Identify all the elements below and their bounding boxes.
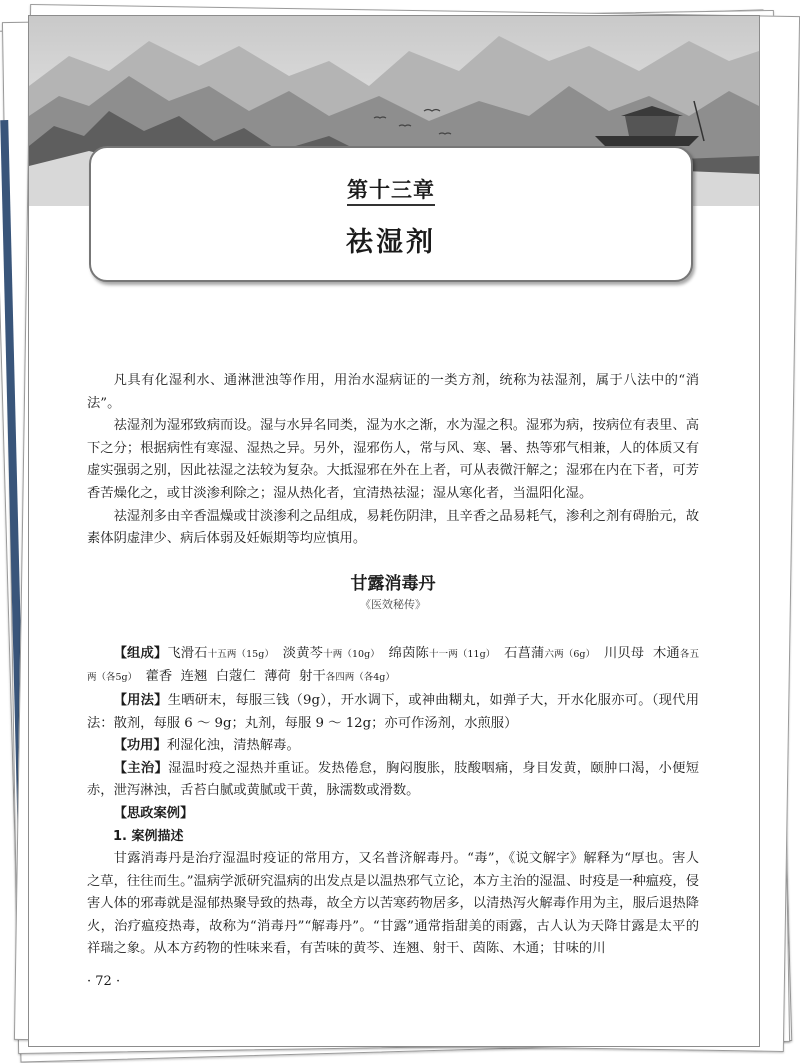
case-subheading: 1. 案例描述: [113, 828, 184, 844]
function-label: 【功用】: [113, 738, 167, 754]
herb-item: 白蔻仁: [215, 669, 256, 685]
usage-text: 生晒研末，每服三钱（9g），开水调下，或神曲糊丸，如弹子大，开水化服亦可。（现代用法：散剂，每服 6 ～ 9g；丸剂，每服 9 ～ 12g；亦可作汤剂，水煎服）: [87, 692, 700, 731]
indication-text: 湿温时疫之湿热并重证。发热倦怠，胸闷腹胀，肢酸咽痛，身目发黄，颐肿口渴，小便短赤，泄泻淋浊，舌苔白腻或黄腻或干黄，脉濡数或滑数。: [87, 760, 700, 799]
herb-item: 木通各五两（各5g）: [87, 645, 699, 684]
book-page: [28, 15, 760, 1047]
herb-item: 飞滑石十五两（15g）: [167, 645, 275, 661]
composition-label: 【组成】: [113, 645, 168, 661]
intro-paragraph: 凡具有化湿利水、通淋泄浊等作用，用治水湿病证的一类方剂，统称为祛湿剂，属于八法中的“消法”。: [87, 373, 699, 411]
indication-label: 【主治】: [113, 760, 169, 776]
page-number: · 72 ·: [87, 974, 121, 989]
herb-item: 连翘: [180, 669, 208, 685]
composition-section: [87, 643, 699, 690]
formula-name: 甘露消毒丹: [350, 573, 436, 594]
function-text: 利湿化浊，清热解毒。: [166, 738, 300, 754]
intro-paragraph: 祛湿剂多由辛香温燥或甘淡渗利之品组成，易耗伤阴津，且辛香之品易耗气，渗利之剂有碍胎元，故素体阴虚津少、病后体弱及妊娠期等均应慎用。: [87, 508, 699, 547]
herb-item: 石菖蒲六两（6g）: [504, 645, 596, 661]
page-body: [87, 370, 699, 961]
intro-paragraph: 祛湿剂为湿邪致病而设。湿与水异名同类，湿为水之渐，水为湿之积。湿邪为病，按病位有表里、高下之分；根据病性有寒湿、湿热之异。另外，湿邪伤人，常与风、寒、暑、热等邪气相兼，人的体质又有虚实强弱之别，因此祛湿之法较为复杂。大抵湿邪在外在上者，可从表微汗解之；湿邪在内在下者，可芳香苦燥化之，或甘淡渗利除之；湿从热化者，宜清热祛湿；湿从寒化者，当温阳化湿。: [87, 418, 699, 501]
herb-item: 薄荷: [264, 669, 291, 685]
chapter-number: 第十三章: [91, 174, 691, 204]
herb-item: 淡黄芩十两（10g）: [282, 645, 380, 661]
usage-label: 【用法】: [113, 692, 168, 708]
herb-item: 绵茵陈十一两（11g）: [388, 645, 496, 661]
chapter-title: 祛湿剂: [346, 227, 436, 258]
case-section-label: 【思政案例】: [113, 805, 194, 821]
function-section: [87, 735, 699, 758]
herb-item: 藿香: [145, 669, 173, 685]
usage-section: [87, 690, 699, 735]
formula-source: 《医效秘传》: [360, 597, 426, 611]
herb-item: 川贝母: [603, 645, 645, 661]
case-text: 甘露消毒丹是治疗湿温时疫证的常用方，又名普济解毒丹。“毒”，《说文解字》解释为“厚也。害人之草，往往而生。”温病学派研究温病的出发点是以温热邪气立论，本方主治的湿温、时疫是一种瘟疫，侵害人体的邪毒就是湿郁热聚导致的热毒，故全方以苦寒药物居多，以清热泻火解毒作用为主，服后退热降火，治疗瘟疫热毒，故称为“消毒丹”“解毒丹”。“甘露”通常指甜美的雨露，古人认为天降甘露是太平的祥瑞之象。从本方药物的性味来看，有苦味的黄芩、连翘、射干、茵陈、木通；甘味的川: [87, 851, 699, 957]
indication-section: [87, 758, 699, 803]
chapter-heading-box: [89, 146, 693, 282]
herb-item: 射干各四两（各4g）: [299, 669, 395, 685]
